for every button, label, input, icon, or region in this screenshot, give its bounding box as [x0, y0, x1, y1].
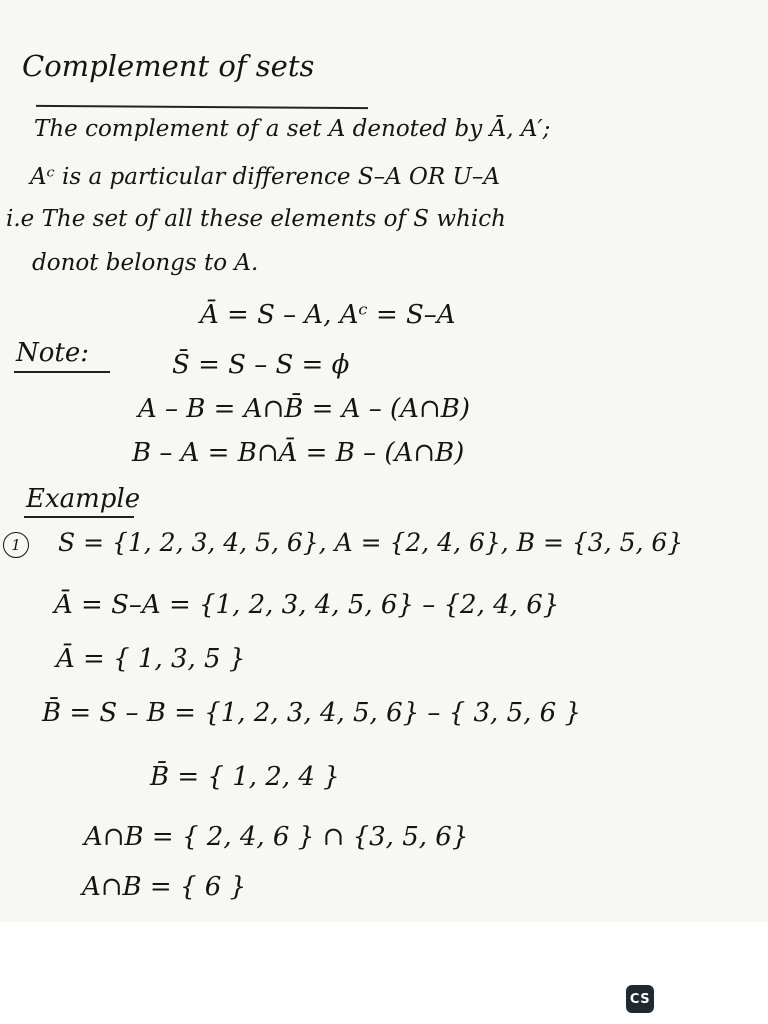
example-line-7: A∩B = { 6 } [82, 872, 247, 902]
example-label: Example [26, 484, 141, 514]
example-line-6: A∩B = { 2, 4, 6 } ∩ {3, 5, 6} [84, 822, 469, 852]
note-line-3: B – A = B∩Ā = B – (A∩B) [132, 438, 465, 468]
example-line-1: S = {1, 2, 3, 4, 5, 6}, A = {2, 4, 6}, B = {3, 5, 6} [58, 528, 684, 557]
definition-line-4: donot belongs to A. [32, 250, 259, 276]
example-line-3: Ā = { 1, 3, 5 } [56, 644, 246, 674]
camscanner-logo: CS [626, 985, 654, 1013]
note-label: Note: [16, 338, 89, 368]
note-line-1: S̄ = S – S = ϕ [172, 350, 350, 380]
definition-line-2: Aᶜ is a particular difference S–A OR U–A [30, 164, 500, 190]
note-underline [14, 371, 110, 373]
definition-line-3: i.e The set of all these elements of S which [6, 206, 506, 232]
example-line-4: B̄ = S – B = {1, 2, 3, 4, 5, 6} – { 3, 5, 6 } [42, 698, 581, 728]
example-line-2: Ā = S–A = {1, 2, 3, 4, 5, 6} – {2, 4, 6} [54, 590, 560, 620]
note-line-2: A – B = A∩B̄ = A – (A∩B) [138, 394, 470, 424]
complement-formula: Ā = S – A, Aᶜ = S–A [200, 300, 456, 330]
title-underline [36, 105, 368, 109]
definition-line-1: The complement of a set A denoted by Ā, A′; [34, 116, 551, 142]
page-title: Complement of sets [22, 49, 315, 83]
example-number-circle: 1 [3, 532, 29, 558]
example-line-5: B̄ = { 1, 2, 4 } [150, 762, 340, 792]
example-underline [24, 516, 134, 518]
